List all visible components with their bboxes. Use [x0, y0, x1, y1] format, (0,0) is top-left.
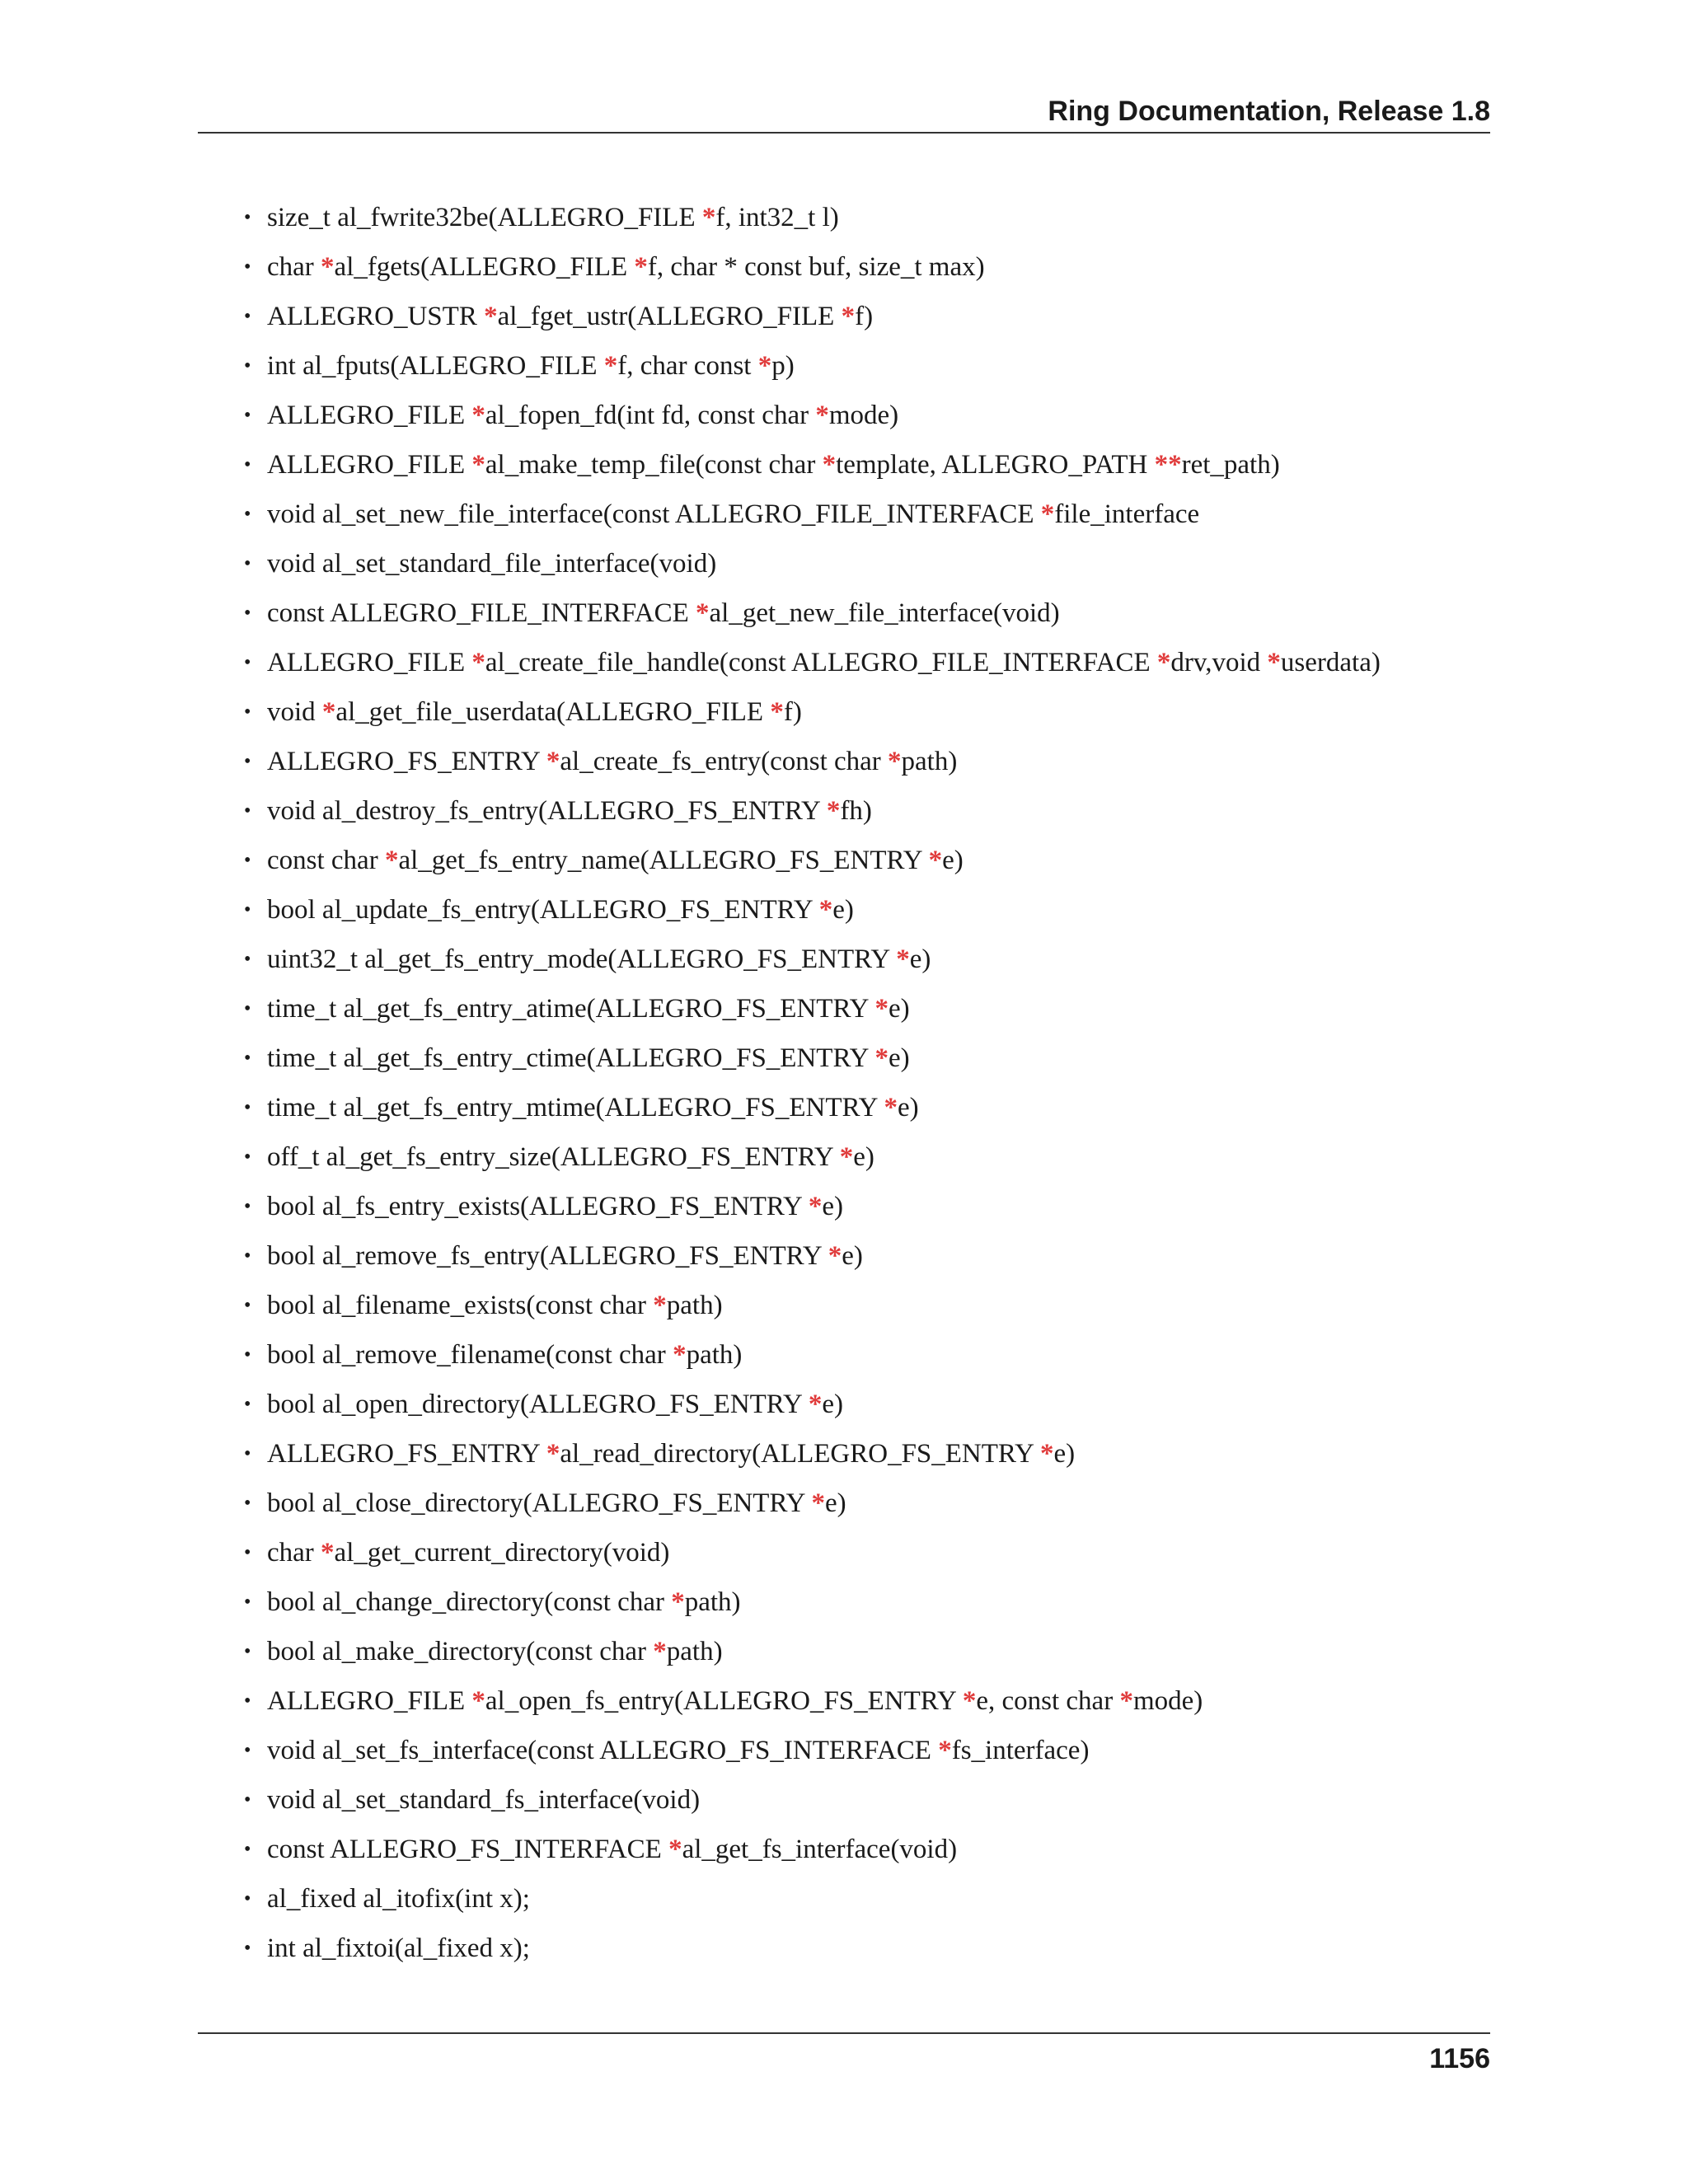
signature-text: path) [686, 1340, 743, 1370]
list-item [244, 1231, 1381, 1281]
pointer-asterisk: * [884, 1093, 898, 1122]
signature-text: void al_set_fs_interface(const ALLEGRO_FS_INTERFACE [267, 1736, 939, 1765]
signature-text: e, const char [976, 1686, 1120, 1716]
pointer-asterisk: * [471, 648, 485, 677]
pointer-asterisk: * [757, 351, 772, 381]
list-item [244, 836, 1381, 885]
pointer-asterisk: * [874, 994, 889, 1024]
list-item [244, 935, 1381, 984]
bullet-icon: • [244, 1740, 251, 1761]
bullet-icon: • [244, 751, 251, 772]
signature-text: mode) [828, 401, 899, 430]
bullet-icon: • [244, 850, 251, 871]
signature-text: al_create_file_handle(const ALLEGRO_FILE_INTERFACE [485, 648, 1157, 677]
pointer-asterisk: * [1156, 648, 1171, 677]
pointer-asterisk: * [603, 351, 618, 381]
list-item [244, 885, 1381, 935]
bullet-icon: • [244, 1789, 251, 1811]
signature-text: userdata) [1280, 648, 1381, 677]
pointer-asterisk: * [1119, 1686, 1133, 1716]
list-item [244, 242, 1381, 292]
signature-text: al_open_fs_entry(ALLEGRO_FS_ENTRY [485, 1686, 963, 1716]
bullet-icon: • [244, 1888, 251, 1910]
pointer-asterisk: * [808, 1390, 823, 1419]
signature-text: e) [822, 1390, 843, 1419]
signature-text: bool al_fs_entry_exists(ALLEGRO_FS_ENTRY [267, 1192, 809, 1221]
bullet-icon: • [244, 454, 251, 476]
bullet-icon: • [244, 355, 251, 377]
pointer-asterisk: * [896, 944, 910, 974]
bullet-icon: • [244, 998, 251, 1019]
pointer-asterisk: * [653, 1291, 667, 1320]
bullet-icon: • [244, 306, 251, 327]
page-header [198, 92, 1490, 134]
signature-text: al_fopen_fd(int fd, const char [485, 401, 816, 430]
signature-text: size_t al_fwrite32be(ALLEGRO_FILE [267, 203, 702, 232]
signature-text: fs_interface) [951, 1736, 1090, 1765]
pointer-asterisk: * [471, 450, 485, 480]
pointer-asterisk: * [1039, 1439, 1054, 1469]
list-item [244, 341, 1381, 391]
signature-text: e) [822, 1192, 844, 1221]
list-item [244, 1627, 1381, 1676]
signature-text: ALLEGRO_USTR [267, 302, 485, 331]
signature-text: al_fixed al_itofix(int x); [267, 1884, 530, 1914]
document-title: Ring Documentation, Release 1.8 [1048, 96, 1490, 127]
pointer-asterisk: * [1040, 499, 1055, 529]
signature-text: e) [1053, 1439, 1076, 1469]
signature-text: ALLEGRO_FILE [267, 450, 472, 480]
list-item [244, 1528, 1381, 1577]
pointer-asterisk: * [1267, 648, 1281, 677]
pointer-asterisk: * [484, 302, 498, 331]
signature-text: mode) [1132, 1686, 1203, 1716]
signature-text: time_t al_get_fs_entry_mtime(ALLEGRO_FS_ENTRY [267, 1093, 884, 1122]
pointer-asterisk: * [874, 1043, 889, 1073]
pointer-asterisk: * [321, 697, 336, 727]
bullet-icon: • [244, 1047, 251, 1069]
signature-text: void al_set_new_file_interface(const ALLEGRO_FILE_INTERFACE [267, 499, 1041, 529]
pointer-asterisk: * [701, 203, 716, 232]
bullet-icon: • [244, 1245, 251, 1267]
signature-text: path) [666, 1637, 723, 1666]
pointer-asterisk: * [671, 1587, 685, 1617]
bullet-icon: • [244, 652, 251, 673]
list-item [244, 391, 1381, 440]
bullet-icon: • [244, 1146, 251, 1168]
bullet-icon: • [244, 1344, 251, 1366]
bullet-icon: • [244, 405, 251, 426]
bullet-icon: • [244, 1295, 251, 1316]
bullet-icon: • [244, 1443, 251, 1465]
list-item [244, 1132, 1381, 1182]
pointer-asterisk: * [822, 450, 837, 480]
signature-text: int al_fputs(ALLEGRO_FILE [267, 351, 604, 381]
bullet-icon: • [244, 1542, 251, 1563]
signature-text: off_t al_get_fs_entry_size(ALLEGRO_FS_ENTRY [267, 1142, 840, 1172]
bullet-icon: • [244, 1196, 251, 1217]
pointer-asterisk: * [826, 796, 841, 826]
list-item [244, 292, 1381, 341]
signature-text: al_fget_ustr(ALLEGRO_FILE [497, 302, 842, 331]
list-item [244, 1577, 1381, 1627]
signature-text: e) [853, 1142, 874, 1172]
list-item [244, 539, 1381, 588]
signature-text: al_make_temp_file(const char [485, 450, 823, 480]
signature-text: al_get_new_file_interface(void) [709, 598, 1060, 628]
signature-text: e) [942, 846, 964, 875]
pointer-asterisk: * [828, 1241, 842, 1271]
list-item [244, 1281, 1381, 1330]
list-item [244, 638, 1381, 687]
signature-text: e) [842, 1241, 863, 1271]
signature-text: void [267, 697, 322, 727]
signature-text: e) [889, 994, 910, 1024]
pointer-asterisk: * [384, 846, 399, 875]
signature-text: e) [889, 1043, 910, 1073]
signature-text: bool al_filename_exists(const char [267, 1291, 654, 1320]
pointer-asterisk: * [962, 1686, 977, 1716]
pointer-asterisk: * [471, 1686, 485, 1716]
list-item [244, 984, 1381, 1033]
bullet-icon: • [244, 1641, 251, 1662]
pointer-asterisk: * [471, 401, 485, 430]
list-item [244, 1825, 1381, 1874]
signature-text: f, int32_t l) [715, 203, 839, 232]
list-item [244, 1924, 1381, 1973]
signature-text: bool al_open_directory(ALLEGRO_FS_ENTRY [267, 1390, 809, 1419]
signature-text: ALLEGRO_FILE [267, 1686, 472, 1716]
signature-text: path) [901, 747, 958, 776]
pointer-asterisk: * [696, 598, 710, 628]
pointer-asterisk: * [673, 1340, 687, 1370]
bullet-icon: • [244, 207, 251, 228]
pointer-asterisk: * [546, 747, 560, 776]
signature-text: const char [267, 846, 385, 875]
signature-text: al_create_fs_entry(const char [560, 747, 889, 776]
list-item [244, 1380, 1381, 1429]
signature-text: ret_path) [1181, 450, 1280, 480]
pointer-asterisk: * [818, 895, 833, 925]
pointer-asterisk: ** [1154, 450, 1182, 480]
signature-text: drv,void [1170, 648, 1268, 677]
signature-text: al_get_current_directory(void) [334, 1538, 670, 1568]
signature-text: bool al_remove_filename(const char [267, 1340, 673, 1370]
bullet-icon: • [244, 1097, 251, 1118]
signature-text: al_get_file_userdata(ALLEGRO_FILE [335, 697, 771, 727]
signature-text: char [267, 252, 321, 282]
signature-text: f) [855, 302, 874, 331]
bullet-icon: • [244, 1690, 251, 1712]
list-item [244, 440, 1381, 490]
bullet-icon: • [244, 1839, 251, 1860]
signature-text: path) [684, 1587, 741, 1617]
signature-text: bool al_change_directory(const char [267, 1587, 672, 1617]
signature-text: const ALLEGRO_FS_INTERFACE [267, 1835, 669, 1864]
pointer-asterisk: * [808, 1192, 823, 1221]
page-footer [198, 2032, 1490, 2083]
signature-text: e) [898, 1093, 919, 1122]
pointer-asterisk: * [811, 1488, 826, 1518]
signature-text: ALLEGRO_FS_ENTRY [267, 1439, 546, 1469]
signature-text: ALLEGRO_FILE [267, 648, 472, 677]
bullet-icon: • [244, 899, 251, 921]
list-item [244, 687, 1381, 737]
list-item [244, 1726, 1381, 1775]
list-item [244, 737, 1381, 786]
signature-text: file_interface [1054, 499, 1200, 529]
signature-text: char [267, 1538, 321, 1568]
signature-text: const ALLEGRO_FILE_INTERFACE [267, 598, 696, 628]
bullet-icon: • [244, 1493, 251, 1514]
bullet-icon: • [244, 701, 251, 723]
signature-text: al_get_fs_entry_name(ALLEGRO_FS_ENTRY [398, 846, 929, 875]
signature-text: void al_destroy_fs_entry(ALLEGRO_FS_ENTRY [267, 796, 827, 826]
signature-text: int al_fixtoi(al_fixed x); [267, 1933, 530, 1963]
list-item [244, 786, 1381, 836]
signature-text: time_t al_get_fs_entry_ctime(ALLEGRO_FS_ENTRY [267, 1043, 875, 1073]
pointer-asterisk: * [653, 1637, 667, 1666]
list-item [244, 1182, 1381, 1231]
pointer-asterisk: * [546, 1439, 560, 1469]
signature-text: f, char const [617, 351, 758, 381]
page-number: 1156 [1429, 2043, 1490, 2074]
signature-text: bool al_close_directory(ALLEGRO_FS_ENTRY [267, 1488, 812, 1518]
bullet-icon: • [244, 553, 251, 574]
pointer-asterisk: * [815, 401, 829, 430]
signature-text: void al_set_standard_file_interface(void) [267, 549, 717, 579]
pointer-asterisk: * [938, 1736, 952, 1765]
function-list [244, 193, 1381, 1973]
bullet-icon: • [244, 256, 251, 278]
pointer-asterisk: * [841, 302, 856, 331]
bullet-icon: • [244, 504, 251, 525]
list-item [244, 193, 1381, 242]
signature-text: e) [825, 1488, 846, 1518]
signature-text: uint32_t al_get_fs_entry_mode(ALLEGRO_FS_ENTRY [267, 944, 897, 974]
bullet-icon: • [244, 602, 251, 624]
signature-text: bool al_remove_fs_entry(ALLEGRO_FS_ENTRY [267, 1241, 828, 1271]
list-item [244, 1874, 1381, 1924]
pointer-asterisk: * [888, 747, 902, 776]
signature-text: al_get_fs_interface(void) [682, 1835, 958, 1864]
signature-text: e) [909, 944, 931, 974]
list-item [244, 1429, 1381, 1479]
signature-text: p) [771, 351, 795, 381]
pointer-asterisk: * [321, 1538, 335, 1568]
signature-text: al_fgets(ALLEGRO_FILE [334, 252, 635, 282]
signature-text: void al_set_standard_fs_interface(void) [267, 1785, 701, 1815]
pointer-asterisk: * [668, 1835, 682, 1864]
signature-text: f, char * const buf, size_t max) [647, 252, 985, 282]
bullet-icon: • [244, 1591, 251, 1613]
signature-text: bool al_make_directory(const char [267, 1637, 654, 1666]
pointer-asterisk: * [770, 697, 784, 727]
list-item [244, 1676, 1381, 1726]
list-item [244, 490, 1381, 539]
pointer-asterisk: * [928, 846, 943, 875]
signature-text: fh) [840, 796, 872, 826]
list-item [244, 1775, 1381, 1825]
bullet-icon: • [244, 949, 251, 970]
pointer-asterisk: * [839, 1142, 854, 1172]
pointer-asterisk: * [634, 252, 648, 282]
list-item [244, 1330, 1381, 1380]
signature-text: ALLEGRO_FILE [267, 401, 472, 430]
list-item [244, 1083, 1381, 1132]
list-item [244, 588, 1381, 638]
signature-text: time_t al_get_fs_entry_atime(ALLEGRO_FS_ENTRY [267, 994, 875, 1024]
signature-text: bool al_update_fs_entry(ALLEGRO_FS_ENTRY [267, 895, 819, 925]
signature-text: al_read_directory(ALLEGRO_FS_ENTRY [560, 1439, 1040, 1469]
signature-text: template, ALLEGRO_PATH [836, 450, 1155, 480]
bullet-icon: • [244, 800, 251, 822]
list-item [244, 1033, 1381, 1083]
pointer-asterisk: * [321, 252, 335, 282]
signature-text: path) [666, 1291, 723, 1320]
bullet-icon: • [244, 1938, 251, 1959]
list-item [244, 1479, 1381, 1528]
signature-text: ALLEGRO_FS_ENTRY [267, 747, 546, 776]
bullet-icon: • [244, 1394, 251, 1415]
signature-text: f) [783, 697, 802, 727]
signature-text: e) [832, 895, 854, 925]
